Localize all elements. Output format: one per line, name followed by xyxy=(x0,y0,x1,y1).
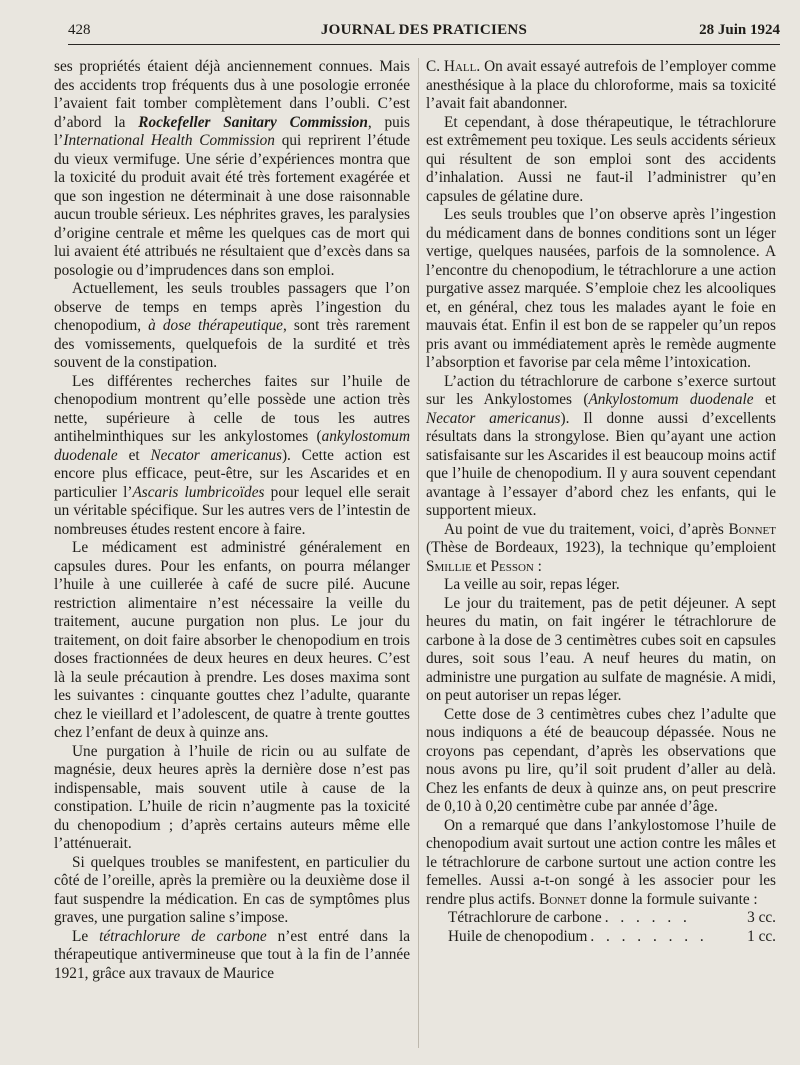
paragraph: Au point de vue du traitement, voici, d’après Bonnet (Thèse de Bordeaux, 1923), la technique qu’emploient Smillie et Pesson : xyxy=(426,520,776,575)
issue-date: 28 Juin 1924 xyxy=(699,22,780,38)
paragraph: La veille au soir, repas léger. xyxy=(444,576,620,593)
paragraph: Actuellement, les seuls troubles passagers que l’on observe de temps en temps après l’ingestion du chenopodium, à dose thérapeutique, sont très rarement des vomissements, quelquefois de la surdité et très souvent de la constipation. xyxy=(54,280,410,371)
paragraph: Cette dose de 3 centimètres cubes chez l’adulte que nous indiquons a été de beaucoup dépassée. Nous ne croyons pas cependant, d’après les observations que nous avons pu lire, qu’il soit prudent d’aller au delà. Chez les enfants de deux à quinze ans, on peut prescrire de 0,10 à 0,20 centimètre cube par année d’âge. xyxy=(426,705,776,815)
paragraph: Les seuls troubles que l’on observe après l’ingestion du médicament dans de bonnes conditions sont un léger vertige, quelques nausées, parfois de la somnolence. A l’encontre du chenopodium, le tétrachlorure a une action purgative assez marquée. S’emploie chez les alcooliques et, en général, chez tous les malades ayant le foie en mauvais état. Enfin il est bon de se rappeler qu’un repos pris avant ou immédiatement après le remède augmente l’absorption et favorise par cela même l’intoxication. xyxy=(426,206,776,371)
paragraph: Le médicament est administré généralement en capsules dures. Pour les enfants, on pourra mélanger l’huile à une cuillerée à café de sucre pilé. Aucune restriction alimentaire n’est nécessaire la veille du traitement, aucune purgation non plus. Le jour du traitement, on doit faire absorber le chenopodium en trois doses fractionnées de deux heures en deux heures. C’est là la seule précaution à prendre. Les doses maxima sont les suivantes : cinquante gouttes chez l’adulte, quarante chez le vieillard et l’adolescent, de quatre à trente gouttes chez l’enfant de deux à quinze ans. xyxy=(54,539,410,741)
paragraph: Le jour du traitement, pas de petit déjeuner. A sept heures du matin, on fait ingérer le tétrachlorure de carbone à la dose de 3 centimètres cubes soit en capsules dures, soit sous l’eau. A neuf heures du matin, on administre une purgation au sulfate de magnésie. A midi, on peut autoriser un repas léger. xyxy=(426,594,776,704)
formula-list xyxy=(426,909,776,946)
formula-row: Huile de chenopodium . . . . . . . . 1 cc. xyxy=(448,927,776,945)
paragraph: Le tétrachlorure de carbone n’est entré dans la thérapeutique antivermineuse que tout à la fin de l’année 1921, grâce aux travaux de Maurice xyxy=(54,927,410,982)
paragraph: L’action du tétrachlorure de carbone s’exerce surtout sur les Ankylostomes (Ankylostomum duodenale et Necator americanus). Il donne aussi d’excellents résultats dans la strongylose. Bien qu’ayant une action satisfaisante sur les Ascarides il est beaucoup moins actif que l’huile de chenopodium. Il y aura souvent cependant avantage à l’essayer d’abord chez les enfants, qui le supportent mieux. xyxy=(426,372,777,519)
page-number: 428 xyxy=(68,22,91,38)
right-column xyxy=(426,58,776,946)
left-column xyxy=(54,58,410,983)
paragraph: Et cependant, à dose thérapeutique, le tétrachlorure est extrêmement peu toxique. Les seuls accidents sérieux qui résultent de son emploi sont des accidents d’inhalation. Aussi ne faut-il l’administrer qu’en capsules de gélatine dure. xyxy=(426,113,776,205)
paragraph: Les différentes recherches faites sur l’huile de chenopodium montrent qu’elle possède une action très nette, supérieure à celle de tous les autres antihelminthiques sur les ankylostomes (ankylostomum duodenale et Necator americanus). Cette action est encore plus efficace, peut-être, sur les Ascarides et en particulier l’Ascaris lumbricoïdes pour lequel elle serait un véritable spécifique. Sur les autres vers de l’intestin de nombreuses études restent encore à faire. xyxy=(54,372,410,538)
paragraph: ses propriétés étaient déjà anciennement connues. Mais des accidents trop fréquents dus à une posologie erronée l’avaient fait tomber complètement dans l’oubli. C’est d’abord la Rockefeller Sanitary Commission, puis l’International Health Commission qui reprirent l’étude du vieux vermifuge. Une série d’expériences montra que la toxicité du produit avait été très fortement exagérée et que son ingestion ne déterminait à une dose raisonnable aucun trouble sérieux. Les néphrites graves, les paralysies d’origine centrale et même les quelques cas de mort qui lui avaient été attribués ne résultaient que d’excès dans sa posologie ou d’imprudences dans son emploi. xyxy=(54,58,410,279)
paragraph: Si quelques troubles se manifestent, en particulier du côté de l’oreille, après la première ou la deuxième dose il faut suspendre la médication. En cas de symptômes plus graves, une purgation saline s’impose. xyxy=(54,853,410,926)
journal-title: JOURNAL DES PRATICIENS xyxy=(320,22,528,38)
paragraph: On a remarqué que dans l’ankylostomose l’huile de chenopodium avait surtout une action contre les mâles et le tétrachlorure de carbone surtout une action contre les femelles. Aussi a-t-on songé à les associer pour les rendre plus actifs. Bonnet donne la formule suivante : xyxy=(426,816,776,908)
formula-row: Tétrachlorure de carbone . . . . . . 3 cc. xyxy=(448,909,776,926)
column-divider xyxy=(418,58,419,1048)
paragraph: Une purgation à l’huile de ricin ou au sulfate de magnésie, deux heures après la dernière dose n’est pas indispensable, mais souvent utile à cause de la constipation. L’huile de ricin n’augmente pas la toxicité du chenopodium ; d’après certains auteurs même elle l’atténuerait. xyxy=(54,742,410,852)
paragraph: C. Hall. On avait essayé autrefois de l’employer comme anesthésique à la place du chloroforme, mais sa toxicité l’avait fait abandonner. xyxy=(426,58,777,112)
page-header xyxy=(68,20,780,45)
